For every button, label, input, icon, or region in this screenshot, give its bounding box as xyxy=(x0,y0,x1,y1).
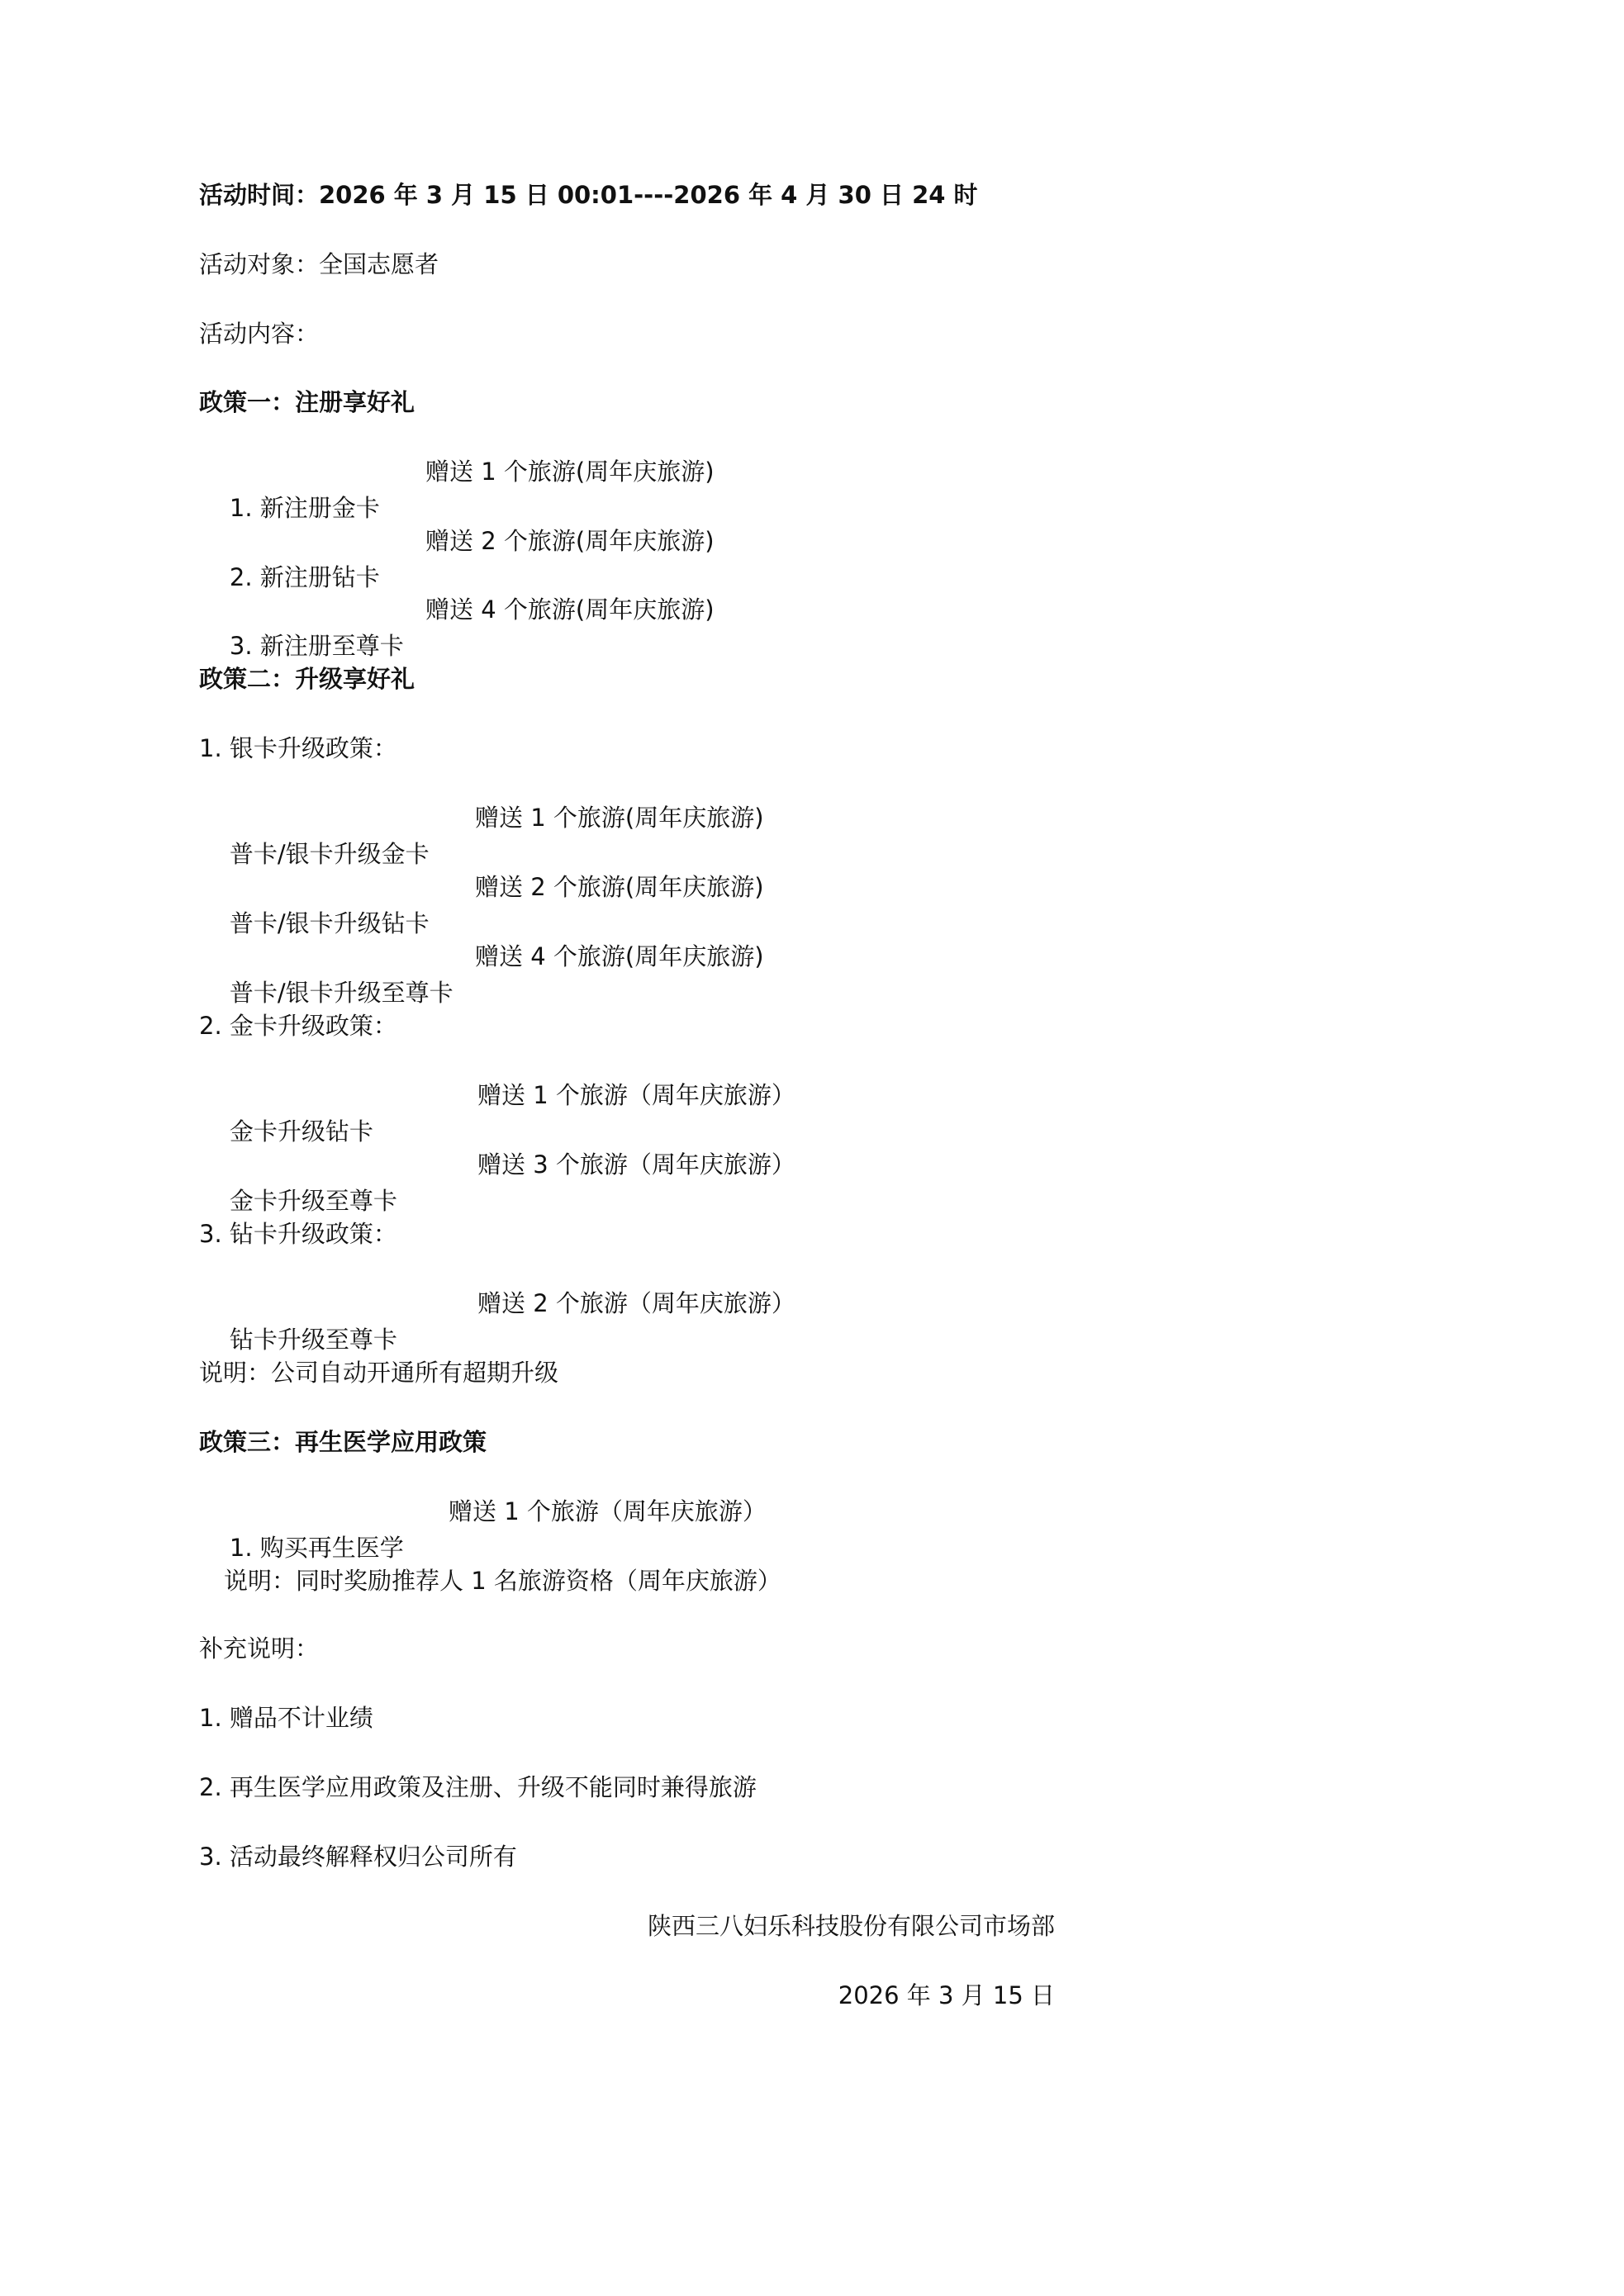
upgrade-label: 金卡升级钻卡 xyxy=(229,1117,373,1146)
activity-time: 活动时间：2026 年 3 月 15 日 00:01----2026 年 4 月 30 日 24 时 xyxy=(199,181,978,209)
policy3-item-label: 1. 购买再生医学 xyxy=(229,1534,404,1562)
policy3-item xyxy=(199,1493,767,1562)
supplement-item: 3. 活动最终解释权归公司所有 xyxy=(199,1843,517,1871)
supplement-item: 1. 赠品不计业绩 xyxy=(199,1704,373,1732)
upgrade-label: 普卡/银卡升级至尊卡 xyxy=(229,979,453,1007)
upgrade-gift: 赠送 1 个旅游(周年庆旅游) xyxy=(475,804,764,832)
activity-target: 活动对象：全国志愿者 xyxy=(199,250,439,278)
upgrade-label: 普卡/银卡升级金卡 xyxy=(229,840,430,868)
policy1-item-gift: 赠送 1 个旅游(周年庆旅游) xyxy=(425,458,715,486)
upgrade-gift: 赠送 1 个旅游（周年庆旅游） xyxy=(477,1081,795,1109)
policy2-gold-heading: 2. 金卡升级政策： xyxy=(199,1012,397,1040)
policy2-silver-item xyxy=(199,869,764,937)
policy1-item xyxy=(199,523,715,591)
policy2-title: 政策二：升级享好礼 xyxy=(199,665,415,693)
policy1-item-label: 3. 新注册至尊卡 xyxy=(229,632,404,660)
policy1-item-label: 1. 新注册金卡 xyxy=(229,494,380,522)
supplement-heading: 补充说明： xyxy=(199,1634,320,1663)
supplement-item: 2. 再生医学应用政策及注册、升级不能同时兼得旅游 xyxy=(199,1773,757,1801)
policy2-diamond-item xyxy=(199,1285,795,1354)
policy2-silver-heading: 1. 银卡升级政策： xyxy=(199,734,397,762)
upgrade-gift: 赠送 3 个旅游（周年庆旅游） xyxy=(477,1150,795,1179)
upgrade-gift: 赠送 4 个旅游(周年庆旅游) xyxy=(475,942,764,970)
policy3-note: 说明：同时奖励推荐人 1 名旅游资格（周年庆旅游） xyxy=(224,1567,781,1595)
activity-content-label: 活动内容： xyxy=(199,320,320,348)
policy1-item-label: 2. 新注册钻卡 xyxy=(229,563,380,591)
policy2-gold-item xyxy=(199,1077,795,1146)
policy1-item-gift: 赠送 2 个旅游(周年庆旅游) xyxy=(425,527,715,555)
upgrade-label: 金卡升级至尊卡 xyxy=(229,1187,397,1215)
policy3-item-gift: 赠送 1 个旅游（周年庆旅游） xyxy=(449,1497,767,1525)
policy1-title: 政策一：注册享好礼 xyxy=(199,388,415,416)
upgrade-label: 普卡/银卡升级钻卡 xyxy=(229,909,430,937)
policy2-gold-item xyxy=(199,1146,795,1215)
signature-date: 2026 年 3 月 15 日 xyxy=(838,1981,1055,2009)
policy2-silver-item xyxy=(199,799,764,868)
policy2-silver-item xyxy=(199,938,764,1007)
policy3-title: 政策三：再生医学应用政策 xyxy=(199,1428,487,1456)
policy2-diamond-heading: 3. 钻卡升级政策： xyxy=(199,1220,397,1248)
policy1-item xyxy=(199,591,715,660)
policy1-item xyxy=(199,453,715,522)
policy1-item-gift: 赠送 4 个旅游(周年庆旅游) xyxy=(425,595,715,624)
upgrade-label: 钻卡升级至尊卡 xyxy=(229,1326,397,1354)
signature-company: 陕西三八妇乐科技股份有限公司市场部 xyxy=(647,1912,1055,1940)
upgrade-gift: 赠送 2 个旅游(周年庆旅游) xyxy=(475,873,764,901)
policy2-note: 说明：公司自动开通所有超期升级 xyxy=(199,1359,559,1387)
upgrade-gift: 赠送 2 个旅游（周年庆旅游） xyxy=(477,1289,795,1317)
